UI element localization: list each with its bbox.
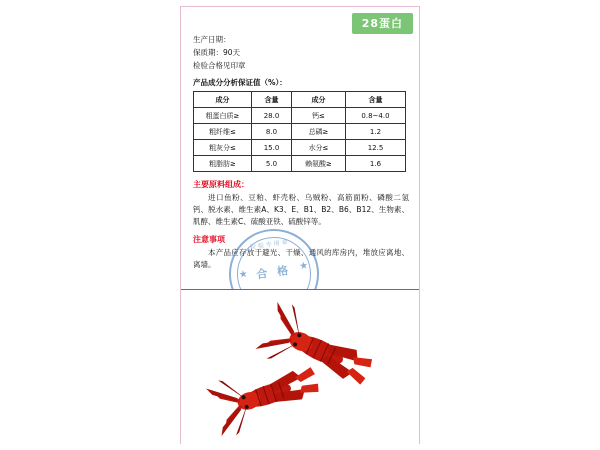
production-date: 生产日期：: [193, 35, 231, 44]
cell: 1.2: [346, 124, 406, 140]
cell: 粗灰分≤: [194, 140, 252, 156]
nutrition-table: [193, 91, 406, 172]
table-row: [194, 156, 406, 172]
nutrition-title: 产品成分分析保证值（%）：: [193, 78, 287, 88]
ingredients-title: 主要原料组成：: [193, 180, 249, 190]
notice-title: 注意事项: [193, 235, 225, 245]
label-content: [193, 33, 409, 271]
cell: 总磷≥: [292, 124, 346, 140]
col-header-value-2: 含量: [346, 92, 406, 108]
ingredients-body: 进口鱼粉、豆粕、虾壳粉、乌贼粉、高筋面粉、磷酸二氢钙、脱水素、维生素A、K3、E、B1、B2、B6、B12、生物素、肌醇、维生素C、硫酸亚铁、硫酸锌等。: [193, 193, 409, 226]
notice-body: 本产品应存放于避光、干燥、通风的库房内，堆放应离地、离墙。: [193, 248, 409, 269]
col-header-value-1: 含量: [252, 92, 292, 108]
table-header-row: [194, 92, 406, 108]
inspection-note: 检验合格见印章: [193, 61, 246, 71]
cell: 15.0: [252, 140, 292, 156]
cell: 5.0: [252, 156, 292, 172]
col-header-component-2: 成分: [292, 92, 346, 108]
crayfish-photo: [181, 290, 419, 444]
cell: 赖氨酸≥: [292, 156, 346, 172]
table-row: [194, 140, 406, 156]
cell: 1.6: [346, 156, 406, 172]
star-icon: ★: [238, 268, 249, 281]
crayfish-illustration: [181, 290, 419, 444]
stamp-top-text: 检验专用章: [249, 238, 291, 252]
table-row: [194, 124, 406, 140]
basic-info: [193, 33, 409, 72]
table-row: [194, 108, 406, 124]
cell: 粗脂肪≥: [194, 156, 252, 172]
star-icon: ★: [298, 260, 309, 273]
label-card: [180, 6, 420, 444]
cell: 粗蛋白质≥: [194, 108, 252, 124]
cell: 0.8~4.0: [346, 108, 406, 124]
cell: 粗纤维≤: [194, 124, 252, 140]
cell: 8.0: [252, 124, 292, 140]
stamp-center-text: 合 格: [255, 263, 292, 282]
protein-badge: 28蛋白: [352, 13, 413, 34]
col-header-component-1: 成分: [194, 92, 252, 108]
cell: 水分≤: [292, 140, 346, 156]
shelf-life: 保质期：90天: [193, 48, 241, 58]
cell: 12.5: [346, 140, 406, 156]
cell: 钙≤: [292, 108, 346, 124]
cell: 28.0: [252, 108, 292, 124]
